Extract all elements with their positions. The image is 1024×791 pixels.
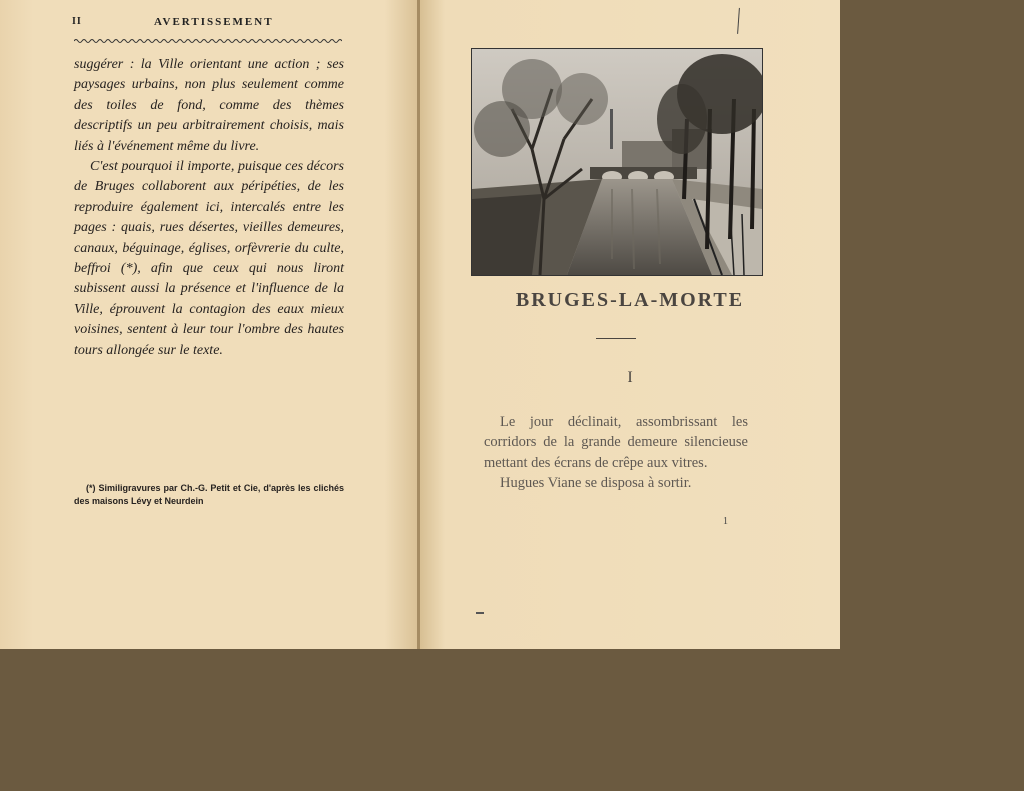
footnote — [74, 482, 344, 508]
canal-photo-image — [472, 49, 762, 275]
wavy-rule — [74, 38, 342, 44]
book-title: BRUGES-LA-MORTE — [515, 289, 745, 311]
footnote-text: (*) Similigravures par Ch.-G. Petit et Cie, d'après les clichés des maisons Lévy et Neurdein — [74, 483, 344, 506]
running-header — [72, 16, 342, 32]
title-rule — [596, 338, 636, 339]
running-head-title: AVERTISSEMENT — [154, 16, 274, 28]
page-number: II — [72, 16, 82, 27]
pencil-mark — [737, 8, 742, 34]
right-page — [420, 0, 840, 649]
body-text — [74, 55, 344, 361]
left-page — [0, 0, 418, 649]
paragraph: Hugues Viane se disposa à sortir. — [500, 475, 692, 492]
ink-speck — [476, 612, 484, 614]
paragraph: Le jour déclinait, assombrissant les corridors de la grande demeure silencieuse mettant des écrans de crêpe aux vitres. — [484, 414, 748, 471]
canal-photograph — [471, 48, 763, 276]
chapter-number: I — [627, 369, 633, 386]
chapter-text — [484, 412, 748, 494]
paragraph: suggérer : la Ville orientant une action ; ses paysages urbains, non plus seulement comme des toiles de fond, comme des thèmes descriptifs un peu arbitrairement choisis, mais liés à l'événement même du livre. — [74, 57, 344, 154]
paragraph: C'est pourquoi il importe, puisque ces décors de Bruges collaborent aux péripéties, de les reproduire également ici, intercalés entre les pages : quais, rues désertes, vieilles demeures, canaux, béguinage, églises, orfèvrerie du culte, beffroi (*), afin que ceux qui nous liront subissent aussi la présence et l'influence de la Ville, éprouvent la contagion des eaux mieux voisines, sentent à leur tour l'ombre des hautes tours allongée sur le texte. — [74, 159, 344, 358]
signature-mark: 1 — [723, 516, 728, 527]
